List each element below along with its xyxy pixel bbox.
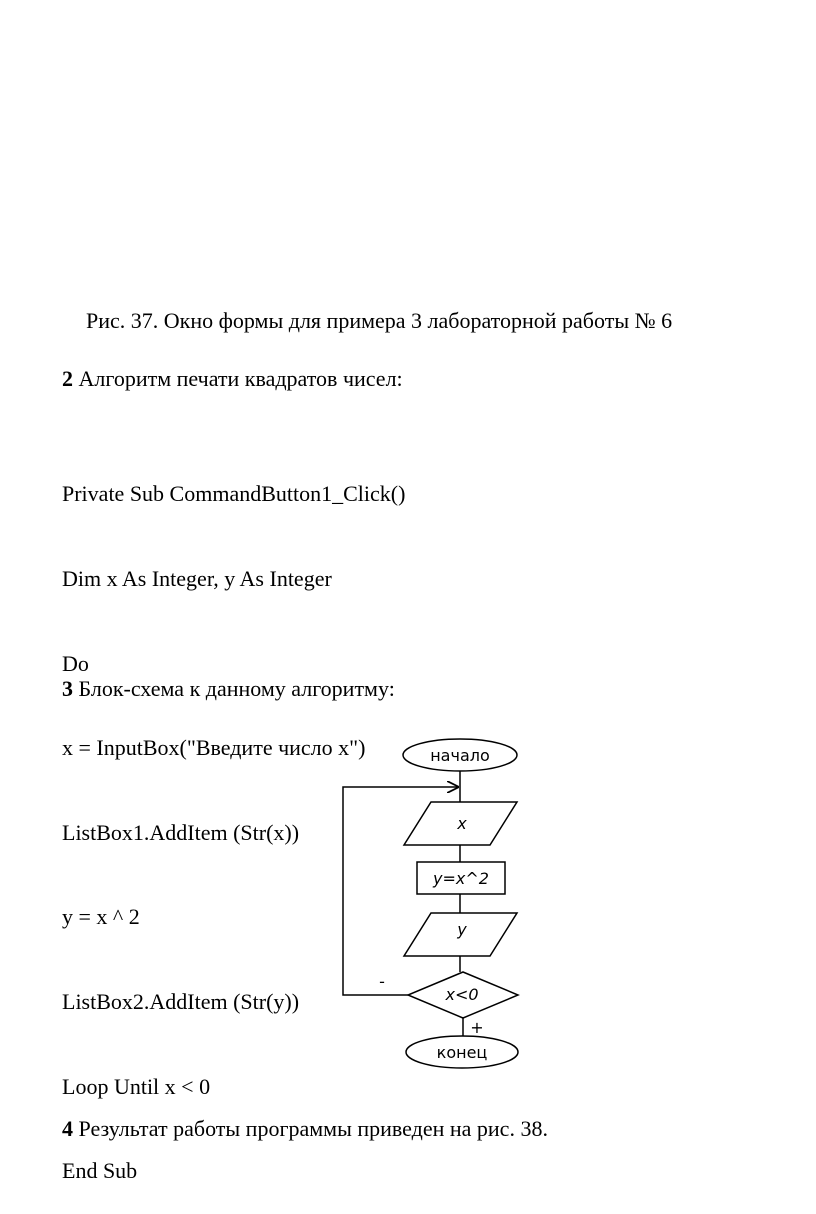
yes-branch-label: + [470,1018,484,1037]
condition-label: x<0 [445,985,479,1004]
section-2-text: Алгоритм печати квадратов чисел: [73,366,403,391]
code-line: ListBox1.AddItem (Str(x)) [62,819,300,845]
code-line: ListBox2.AddItem (Str(y)) [62,988,300,1014]
no-branch-label: - [379,972,385,991]
code-line: Do [62,650,89,676]
section-2-number: 2 [62,366,73,391]
figure-caption: Рис. 37. Окно формы для примера 3 лабораторной работы № 6 [86,308,673,333]
section-4-number: 4 [62,1116,73,1141]
code-line: Loop Until x < 0 [62,1073,211,1099]
section-3-number: 3 [62,676,73,701]
section-4-heading [62,1116,548,1142]
code-line: y = x ^ 2 [62,904,140,930]
code-line: x = InputBox("Введите число x") [62,735,366,761]
code-line: End Sub [62,1158,138,1184]
section-4-text: Результат работы программы приведен на рис. 38. [73,1116,548,1141]
code-line: Private Sub CommandButton1_Click() [62,481,406,507]
process-label: y=x^2 [433,869,489,888]
code-line: Dim x As Integer, y As Integer [62,566,332,591]
end-label: конец [436,1043,488,1062]
output-label: y [457,920,467,939]
start-label: начало [430,746,490,765]
section-3-text: Блок-схема к данному алгоритму: [73,676,395,701]
input-label: x [457,814,467,833]
